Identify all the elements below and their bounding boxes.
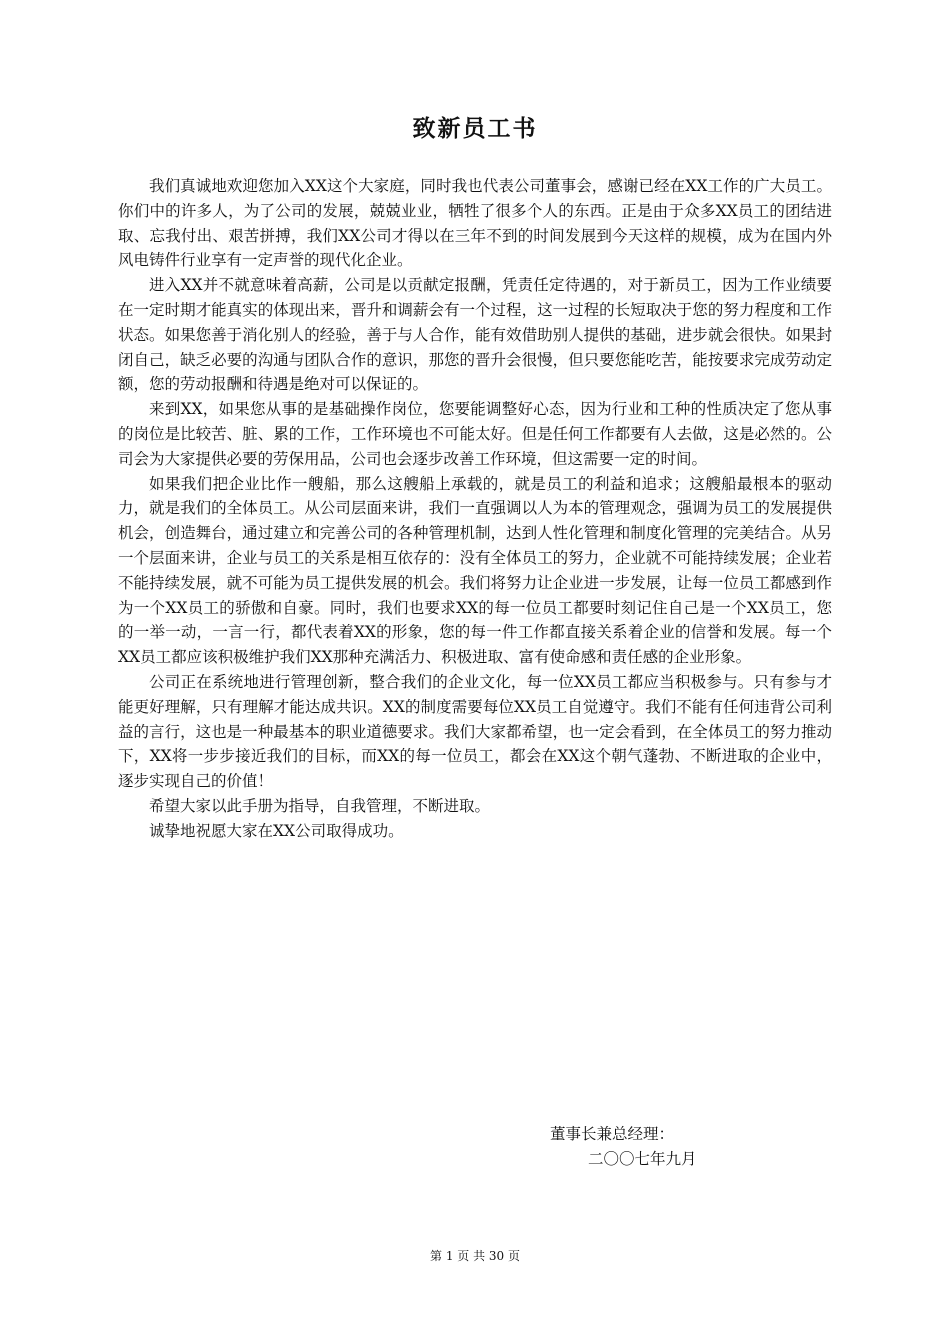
document-title: 致新员工书 bbox=[412, 115, 538, 142]
paragraph-handbook-guidance: 希望大家以此手册为指导，自我管理，不断进取。 bbox=[149, 796, 491, 815]
paragraph-salary: 进入XX并不就意味着高薪，公司是以贡献定报酬，凭责任定待遇的，对于新员工，因为工作业绩要在一定时期才能真实的体现出来，晋升和调薪会有一个过程，这一过程的长短取决于您的努力程度和工作状态。如果您善于消化别人的经验，善于与人合作，能有效借助别人提供的基础，进步就会很快。如果封闭自己，缺乏必要的沟通与团队合作的意识，那您的晋升会很慢，但只要您能吃苦，能按要求完成劳动定额，您的劳动报酬和待遇是绝对可以保证的。 bbox=[118, 276, 832, 394]
signature-date: 二〇〇七年九月 bbox=[588, 1150, 697, 1168]
document-body bbox=[118, 174, 832, 844]
paragraph-ship-metaphor: 如果我们把企业比作一艘船，那么这艘船上承载的，就是员工的利益和追求；这艘船最根本的驱动力，就是我们的全体员工。从公司层面来讲，我们一直强调以人为本的管理观念，强调为员工的发展提供机会，创造舞台，通过建立和完善公司的各种管理机制，达到人性化管理和制度化管理的完美结合。从另一个层面来讲，企业与员工的关系是相互依存的：没有全体员工的努力，企业就不可能持续发展；企业若不能持续发展，就不可能为员工提供发展的机会。我们将努力让企业进一步发展，让每一位员工都感到作为一个XX员工的骄傲和自豪。同时，我们也要求XX的每一位员工都要时刻记住自己是一个XX员工，您的一举一动，一言一行，都代表着XX的形象，您的每一件工作都直接关系着企业的信誉和发展。每一个XX员工都应该积极维护我们XX那种充满活力、积极进取、富有使命感和责任感的企业形象。 bbox=[118, 474, 832, 667]
paragraph-welcome: 我们真诚地欢迎您加入XX这个大家庭，同时我也代表公司董事会，感谢已经在XX工作的广大员工。你们中的许多人，为了公司的发展，兢兢业业，牺牲了很多个人的东西。正是由于众多XX员工的团结进取、忘我付出、艰苦拼搏，我们XX公司才得以在三年不到的时间发展到今天这样的规模，成为在国内外风电铸件行业享有一定声誉的现代化企业。 bbox=[118, 177, 832, 270]
signature-title: 董事长兼总经理： bbox=[550, 1125, 675, 1143]
paragraph-work-conditions: 来到XX，如果您从事的是基础操作岗位，您要能调整好心态，因为行业和工种的性质决定了您从事的岗位是比较苦、脏、累的工作，工作环境也不可能太好。但是任何工作都要有人去做，这是必然的。公司会为大家提供必要的劳保用品，公司也会逐步改善工作环境，但这需要一定的时间。 bbox=[118, 400, 832, 468]
paragraph-closing-wish: 诚挚地祝愿大家在XX公司取得成功。 bbox=[149, 821, 404, 840]
signature-block bbox=[550, 1122, 697, 1172]
paragraph-management-innovation: 公司正在系统地进行管理创新，整合我们的企业文化，每一位XX员工都应当积极参与。只有参与才能更好理解，只有理解才能达成共识。XX的制度需要每位XX员工自觉遵守。我们不能有任何违背公司利益的言行，这也是一种最基本的职业道德要求。我们大家都希望，也一定会看到，在全体员工的努力推动下，XX将一步步接近我们的目标，而XX的每一位员工，都会在XX这个朝气蓬勃、不断进取的企业中，逐步实现自己的价值！ bbox=[118, 672, 832, 791]
page-footer: 第 1 页 共 30 页 bbox=[430, 1249, 520, 1263]
